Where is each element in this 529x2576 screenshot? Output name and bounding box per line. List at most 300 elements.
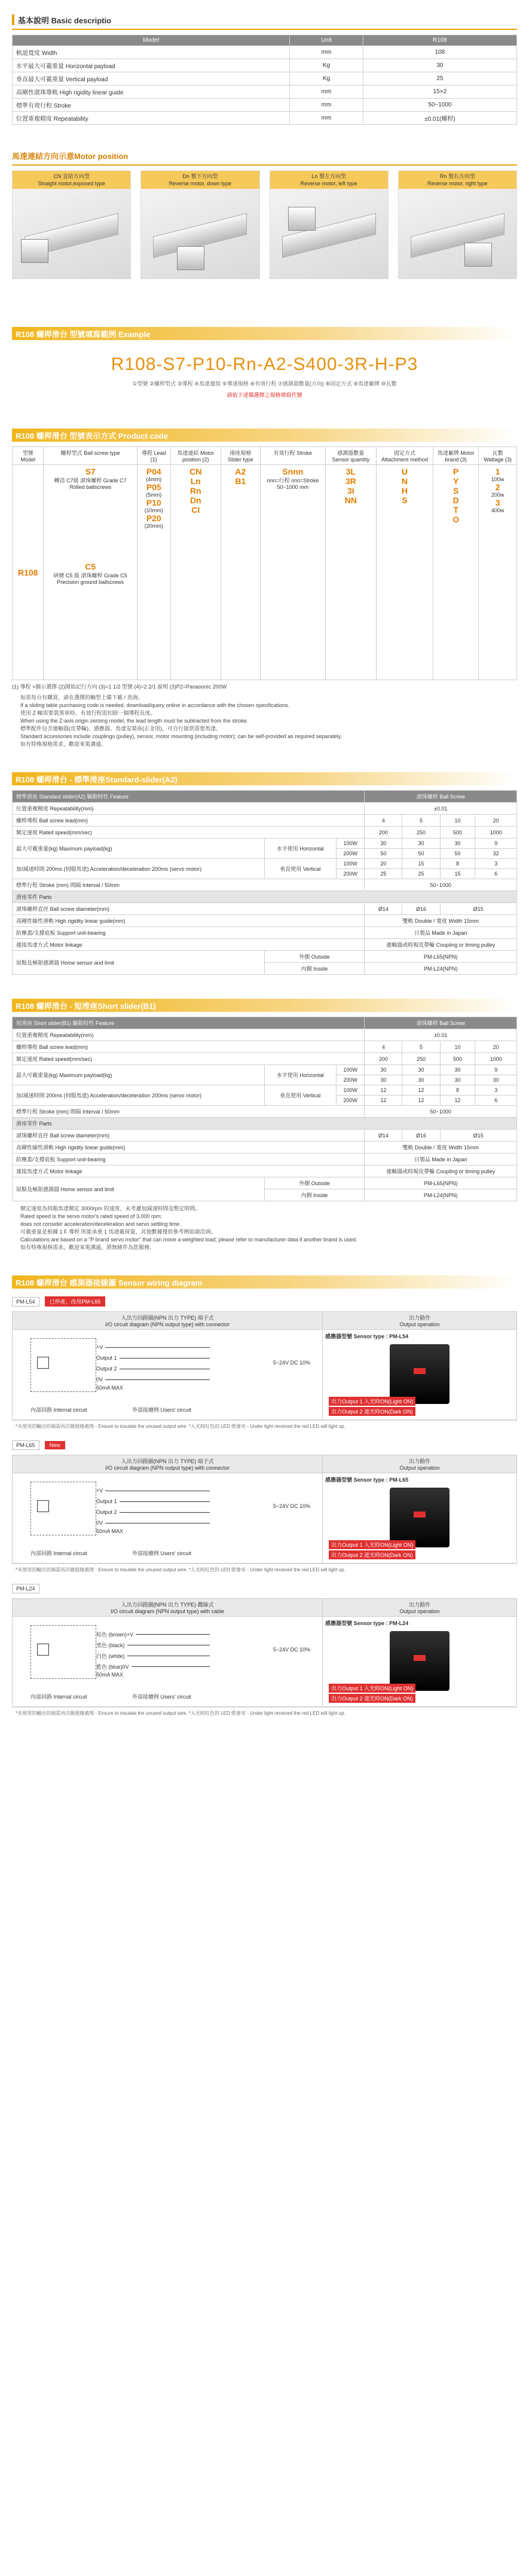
short-cell: 100W xyxy=(336,1065,365,1075)
short-cell: 額定速度 Rated speed(mm/sec) xyxy=(13,1053,365,1065)
sensor-type: 感應器型號 Sensor type : PM-L54 xyxy=(325,1333,409,1339)
short-row xyxy=(13,1130,517,1142)
wiring-right xyxy=(323,1455,516,1563)
short-cell: 500 xyxy=(440,1053,475,1065)
std-cell: 25 xyxy=(365,869,402,879)
std-title-bar xyxy=(12,772,517,785)
pc-lead-cell xyxy=(137,465,170,680)
basic-header-row xyxy=(13,35,517,46)
std-head: 滾珠螺桿 Ball Screw xyxy=(365,791,517,803)
wiring-box xyxy=(12,1598,517,1707)
wiring-left xyxy=(13,1599,323,1706)
basic-cell: mm xyxy=(290,112,363,125)
pc-stroke: Snnn xyxy=(282,467,304,476)
std-cell: 3 xyxy=(475,859,517,869)
std-title: R108 螺桿滑台 - 標準滑座Standard-slider(A2) xyxy=(16,775,178,784)
wire-internal: 內部回路 Internal circuit xyxy=(30,1694,87,1700)
wiring-note: *未使用的輸出的端需再次做絕緣處理 - Ensure to insulate the unused output wire. *入光時紅色的 LED 燈會亮 - Under light received the red LED will light up. xyxy=(12,1420,517,1432)
std-cell: 4 xyxy=(365,815,402,827)
pc-lead: P20 xyxy=(146,513,161,523)
short-cell: 雙軌 Double / 寬度 Width 15mm xyxy=(365,1142,517,1154)
wiring-head: 入出力回路圖(NPN 出力 TYPE) 纜線式 xyxy=(121,1602,214,1608)
short-cell: 12 xyxy=(365,1096,402,1106)
short-cell: 200W xyxy=(336,1075,365,1085)
basic-cell: Kg xyxy=(290,59,363,72)
basic-cell: 15×2 xyxy=(363,85,516,99)
short-head: 短滑座 Short slider(B1) 驅動特性 Feature xyxy=(13,1017,365,1029)
pc-watt: 3 xyxy=(495,498,500,507)
short-title: R108 螺桿滑台 - 短滑座Short slider(B1) xyxy=(16,1001,156,1011)
pc-header: 馬達連結 Motor position (2) xyxy=(170,447,221,465)
pc-bullets xyxy=(12,694,517,748)
motor-image xyxy=(399,189,516,279)
short-cell: PM-L65(NPN) xyxy=(365,1177,517,1189)
std-cell: 8 xyxy=(440,859,475,869)
short-cell: 8 xyxy=(440,1085,475,1096)
output-line: 出力Output 1 入光時ON(Light ON) xyxy=(329,1397,415,1406)
pc-screw-s7-desc: 轉造 C7級 滾珠螺桿 Grade C7 Rolled ballscrews xyxy=(54,478,127,490)
basic-cell: 垂直最大可載重量 Vertical payload xyxy=(13,72,290,85)
bullet: When using the Z-axis origin zeroing model, the lead length must be subtracted from the stroke. xyxy=(20,718,249,724)
std-cell: 25 xyxy=(402,869,440,879)
short-cell: 位置重複精度 Repeatability(mm) xyxy=(13,1029,365,1041)
basic-cell: mm xyxy=(290,99,363,112)
pc-sensor: 3R xyxy=(345,476,356,486)
std-cell: 500 xyxy=(440,827,475,839)
basic-cell: 50~1000 xyxy=(363,99,516,112)
short-cell: 20 xyxy=(475,1041,517,1053)
example-note: 請依下述備選擇之規格填寫代號 xyxy=(227,392,302,398)
wire-list xyxy=(96,1342,210,1391)
short-row xyxy=(13,1085,517,1096)
pc-screw-c5: C5 xyxy=(85,562,96,571)
short-row xyxy=(13,1142,517,1154)
short-cell: 30 xyxy=(440,1065,475,1075)
motor-image xyxy=(13,189,130,279)
pc-brand: Y xyxy=(452,476,459,486)
wire-label: Output 2 xyxy=(96,1509,117,1515)
motor-title-bar xyxy=(12,149,517,162)
std-cell: 最大可載重量(kg) Maximum payload(kg) xyxy=(13,839,265,859)
sensor-image xyxy=(390,1631,450,1691)
short-cell: 200W xyxy=(336,1096,365,1106)
short-row xyxy=(13,1106,517,1118)
pc-motor-pos: Rn xyxy=(189,486,201,495)
wire-label: 藍色 (blue)0V xyxy=(96,1663,129,1670)
std-cell: 水平使用 Horizontal xyxy=(264,839,336,859)
std-row xyxy=(13,903,517,915)
basic-cell: 25 xyxy=(363,72,516,85)
short-cell: PM-L24(NPN) xyxy=(365,1189,517,1201)
short-cell: 12 xyxy=(365,1085,402,1096)
pc-watt: 1 xyxy=(495,467,500,476)
short-cell: 30 xyxy=(402,1065,440,1075)
std-cell: 15 xyxy=(402,859,440,869)
example-title-bar xyxy=(12,327,517,340)
short-cell: 200 xyxy=(365,1053,402,1065)
pc-brand-cell xyxy=(433,465,479,680)
pc-attach: N xyxy=(401,476,408,486)
short-cell: 6 xyxy=(475,1096,517,1106)
short-row xyxy=(13,1029,517,1041)
wire-vdc: 5~24V DC 10% xyxy=(273,1647,311,1653)
short-cell: 12 xyxy=(402,1085,440,1096)
pc-brand: P xyxy=(452,467,459,476)
wiring-body xyxy=(323,1617,516,1706)
wire-label: 0V xyxy=(96,1376,103,1382)
pc-header: 固定方式 Attachment method xyxy=(376,447,433,465)
pc-header: 瓦數 Wattage (3) xyxy=(479,447,517,465)
wire xyxy=(96,1518,210,1528)
std-cell: 10 xyxy=(440,815,475,827)
pc-motor-cell xyxy=(170,465,221,680)
std-cell: 1000 xyxy=(475,827,517,839)
std-cell: 32 xyxy=(475,849,517,859)
std-cell: 雙軌 Double / 寬度 Width 15mm xyxy=(365,915,517,927)
sensor-image xyxy=(390,1344,450,1404)
wiring-body xyxy=(13,1617,322,1706)
short-cell: 1000 xyxy=(475,1053,517,1065)
pc-watt-desc: 100w xyxy=(491,476,504,482)
std-cell: 200W xyxy=(336,849,365,859)
motor-card-head xyxy=(141,171,259,189)
pc-sensor-cell xyxy=(325,465,376,680)
std-cell: 200 xyxy=(365,827,402,839)
output-line: 出力Output 1 入光時ON(Light ON) xyxy=(329,1540,415,1549)
wire-external: 外部接續例 Users' circuit xyxy=(132,1407,191,1413)
wire xyxy=(96,1353,210,1363)
motor-label-en: Reverse motor, down type xyxy=(169,180,232,186)
std-cell: 100W xyxy=(336,859,365,869)
std-cell: 6 xyxy=(475,869,517,879)
internal-circuit xyxy=(30,1625,96,1679)
std-row xyxy=(13,879,517,891)
wiring-head: 入出力回路圖(NPN 出力 TYPE) 端子式 xyxy=(121,1315,214,1321)
pc-motor-pos: Ln xyxy=(190,476,201,486)
short-table xyxy=(12,1017,517,1201)
motor-label-cn: CN 直結方向型 xyxy=(53,173,90,179)
std-cell: Ø15 xyxy=(440,903,516,915)
short-head-row xyxy=(13,1017,517,1029)
output-line: 出力Output 2 遮光時ON(Dark ON) xyxy=(329,1550,415,1559)
motor-shape xyxy=(464,243,492,267)
motor-card-dn xyxy=(140,170,259,279)
wire-label: +V xyxy=(96,1344,103,1350)
short-cell: 30 xyxy=(365,1075,402,1085)
std-row xyxy=(13,839,517,849)
short-cell: 原點及極限感測器 Home sensor and limit xyxy=(13,1177,265,1201)
short-cell: 10 xyxy=(440,1041,475,1053)
wiring-head2: I/O circuit diagram (NPN output type) with cable xyxy=(111,1608,225,1614)
short-cell: 100W xyxy=(336,1085,365,1096)
wiring-right-head xyxy=(323,1599,516,1617)
pc-attach: U xyxy=(401,467,408,476)
short-cell: 加/減速時間 200ms (伺服馬達) Acceleration/deceleration 200ms (servo motor) xyxy=(13,1085,265,1106)
pc-slider-cell xyxy=(221,465,260,680)
pc-screw-c5-desc: 研磨 C5 級 滾珠螺桿 Grade C5 Precision ground ballscrews xyxy=(53,573,127,585)
motor-shape xyxy=(21,239,48,263)
std-cell: 200W xyxy=(336,869,365,879)
wiring-model: PM-L54 xyxy=(12,1297,39,1307)
wiring-unit xyxy=(12,1289,517,1432)
pc-title-bar xyxy=(12,429,517,442)
std-cell: 位置重複精度 Repeatability(mm) xyxy=(13,803,365,815)
std-cell: 50 xyxy=(440,849,475,859)
short-parts-title: 滑座零件 Parts xyxy=(13,1118,517,1130)
wire-label: +V xyxy=(96,1488,103,1494)
pc-brand: T xyxy=(453,505,458,515)
wiring-box xyxy=(12,1311,517,1420)
wiring-left-head xyxy=(13,1599,322,1617)
std-cell: 內側 Inside xyxy=(264,963,365,975)
wire-label: 棕色 (brown)+V xyxy=(96,1631,134,1638)
wiring-left-head xyxy=(13,1455,322,1473)
pc-body-row xyxy=(13,465,517,680)
wire-ma: 50mA MAX xyxy=(96,1672,124,1678)
pc-header: 螺桿型式 Ball screw type xyxy=(44,447,137,465)
wire xyxy=(96,1661,210,1672)
short-cell: 標準行程 Stroke (mm) 間隔 Interval / 50mm xyxy=(13,1106,365,1118)
basic-cell: mm xyxy=(290,46,363,59)
std-row xyxy=(13,803,517,815)
std-cell: Ø14 xyxy=(365,903,402,915)
wire-label: Output 1 xyxy=(96,1498,117,1504)
wiring-left xyxy=(13,1312,323,1419)
pc-slider: B1 xyxy=(235,476,246,486)
std-cell: 日製品 Made in Japan xyxy=(365,927,517,939)
bullet: 如需每台有購買，請在選擇的軸型上備下載 / 查詢。 xyxy=(20,695,143,700)
short-cell: 12 xyxy=(402,1096,440,1106)
bullet: 額定速度為伺服馬達額定 3000rpm 的速度，未考慮加減速時間及整定時間。 xyxy=(20,1206,201,1211)
std-cell: 連接馬達方式 Motor linkage xyxy=(13,939,365,951)
motor-row xyxy=(12,170,517,279)
short-parts-row xyxy=(13,1118,517,1130)
pc-header: 感測器數量 Sensor quantity xyxy=(325,447,376,465)
short-cell: 9 xyxy=(475,1065,517,1075)
bullet: Calculations are based on a "P brand servo motor" that can move a weighted load; please refer to manufacturer data if another brand is used. xyxy=(20,1237,357,1243)
wire-ma: 50mA MAX xyxy=(96,1385,124,1391)
pc-brand: S xyxy=(452,486,459,495)
divider xyxy=(12,29,517,30)
pc-stroke-cell xyxy=(260,465,325,680)
basic-cell: 位置重複精度 Repeatability xyxy=(13,112,290,125)
motor-image xyxy=(270,189,388,279)
std-cell: 9 xyxy=(475,839,517,849)
std-row xyxy=(13,827,517,839)
std-cell: 滾珠螺桿直徑 Ball screw diameter(mm) xyxy=(13,903,365,915)
short-cell: 250 xyxy=(402,1053,440,1065)
std-cell: 15 xyxy=(440,869,475,879)
motor-image xyxy=(141,189,259,279)
motor-label-en: Reverse motor, left type xyxy=(300,180,357,186)
std-cell: 原點及極限感測器 Home sensor and limit xyxy=(13,951,265,975)
std-cell: 50 xyxy=(402,849,440,859)
short-cell: ±0.01 xyxy=(365,1029,517,1041)
pc-lead: P10 xyxy=(146,498,161,507)
short-cell: Ø14 xyxy=(365,1130,402,1142)
wire-label: 0V xyxy=(96,1520,103,1526)
basic-table xyxy=(12,35,517,125)
wiring-unit xyxy=(12,1575,517,1719)
std-cell: 高剛性線性滑軌 High rigidity linear guide(mm) xyxy=(13,915,365,927)
wiring-title: R108 螺桿滑台 感測器接線圖 Sensor wiring diagram xyxy=(16,1278,203,1287)
wire xyxy=(96,1485,210,1496)
wire-internal: 內部回路 Internal circuit xyxy=(30,1407,87,1413)
short-cell: 30 xyxy=(365,1065,402,1075)
wire-vdc: 5~24V DC 10% xyxy=(273,1503,311,1509)
wiring-note: *未使用的輸出的端需再次做絕緣處理 - Ensure to insulate the unused output wire. *入光時紅色的 LED 燈會亮 - Under light received the red LED will light up. xyxy=(12,1707,517,1719)
pc-watt-cell xyxy=(479,465,517,680)
basic-row xyxy=(13,72,517,85)
wiring-head2: Output operation xyxy=(399,1321,440,1327)
bullet: does not consider acceleration/deceleration and servo settling time. xyxy=(20,1221,181,1227)
pc-lead-mm: (10mm) xyxy=(144,507,163,513)
std-cell: 50~1000 xyxy=(365,879,517,891)
motor-label-en: Straight motor,exposed type xyxy=(38,180,105,186)
bullet: 如有特殊規格需求，歡迎來電溝通，將無條件為您服務。 xyxy=(20,1244,155,1250)
pc-sensor: 3L xyxy=(345,467,356,476)
std-cell: 30 xyxy=(440,839,475,849)
wiring-right-head xyxy=(323,1312,516,1330)
wire xyxy=(96,1639,210,1650)
short-cell: Ø15 xyxy=(440,1130,516,1142)
motor-card-cn xyxy=(12,170,131,279)
std-cell: 額定速度 Rated speed(mm/sec) xyxy=(13,827,365,839)
std-cell: ±0.01 xyxy=(365,803,517,815)
wire xyxy=(96,1507,210,1518)
short-bullets xyxy=(12,1205,517,1252)
basic-header: R108 xyxy=(363,35,516,46)
pc-watt: 2 xyxy=(495,482,500,492)
basic-cell: 30 xyxy=(363,59,516,72)
motor-label-cn: Dn 製下方向型 xyxy=(182,173,218,179)
wire-external: 外部接續例 Users' circuit xyxy=(132,1694,191,1700)
wiring-body xyxy=(323,1330,516,1419)
std-cell: 30 xyxy=(402,839,440,849)
short-cell: 防塵蓋/支撐底板 Support unit-bearing xyxy=(13,1154,365,1165)
short-cell: 日製品 Made in Japan xyxy=(365,1154,517,1165)
pc-attach: H xyxy=(401,486,408,495)
std-cell: 100W xyxy=(336,839,365,849)
pc-lead: P04 xyxy=(146,467,161,476)
led-symbol xyxy=(37,1500,49,1512)
short-row xyxy=(13,1154,517,1165)
std-row xyxy=(13,951,517,963)
short-cell: 內側 Inside xyxy=(264,1189,365,1201)
std-head: 標準滑座 Standard slider(A2) 驅動特性 Feature xyxy=(13,791,365,803)
bullet: Standard accessories include couplings (pulley), sensor, motor mounting (including motor); can be self-provided as required separately. xyxy=(20,733,343,739)
std-row xyxy=(13,939,517,951)
wiring-left xyxy=(13,1455,323,1563)
wire-vdc: 5~24V DC 10% xyxy=(273,1360,311,1366)
wiring-right xyxy=(323,1312,516,1419)
motor-card-head xyxy=(270,171,388,189)
short-cell: 外側 Outside xyxy=(264,1177,365,1189)
std-row xyxy=(13,915,517,927)
output-line: 出力Output 2 遮光時ON(Dark ON) xyxy=(329,1407,415,1416)
motor-shape xyxy=(177,246,204,270)
pc-header: 導程 Lead (1) xyxy=(137,447,170,465)
motor-card-ln xyxy=(270,170,389,279)
pc-motor-pos: CN xyxy=(189,467,202,476)
wiring-right xyxy=(323,1599,516,1706)
std-table xyxy=(12,790,517,975)
pc-lead-mm: (5mm) xyxy=(146,492,162,498)
pc-brand: O xyxy=(452,515,460,524)
std-parts-row xyxy=(13,891,517,903)
short-cell: 30 xyxy=(402,1075,440,1085)
basic-row xyxy=(13,85,517,99)
pc-sensor: NN xyxy=(344,495,357,505)
basic-cell: Kg xyxy=(290,72,363,85)
wire-ma: 50mA MAX xyxy=(96,1528,124,1534)
wiring-head2: I/O circuit diagram (NPN output type) with connector xyxy=(105,1465,230,1471)
basic-row xyxy=(13,46,517,59)
wiring-head2: I/O circuit diagram (NPN output type) with connector xyxy=(105,1321,230,1327)
pc-screw-cell xyxy=(44,465,137,680)
basic-cell: 高剛性滾珠導軌 High rigidity linear guide xyxy=(13,85,290,99)
pc-attach: S xyxy=(402,495,408,505)
pc-watt-desc: 200w xyxy=(491,492,504,498)
example-title: R108 螺桿滑台 型號填寫範例 Example xyxy=(16,329,151,339)
sensor-type: 感應器型號 Sensor type : PM-L24 xyxy=(325,1620,409,1626)
short-head: 滾珠螺桿 Ball Screw xyxy=(365,1017,517,1029)
wiring-body xyxy=(323,1473,516,1563)
short-cell: 連軸器或時規皮帶輪 Coupling or timing pulley xyxy=(365,1165,517,1177)
std-head-row xyxy=(13,791,517,803)
short-row xyxy=(13,1053,517,1065)
short-cell: Ø16 xyxy=(402,1130,440,1142)
pc-model-cell xyxy=(13,465,44,680)
pc-lead: P05 xyxy=(146,482,161,492)
wiring-box xyxy=(12,1455,517,1564)
std-cell: 標準行程 Stroke (mm) 間隔 Interval / 50mm xyxy=(13,879,365,891)
pc-lead-mm: (20mm) xyxy=(144,523,163,529)
basic-title-bar xyxy=(12,13,517,26)
pc-slider: A2 xyxy=(235,467,246,476)
sensor-image xyxy=(390,1488,450,1547)
bullet: 標準配件包含連軸器(皮帶輪)、感應器、馬達安裝座(正金用)，可自行提供需要馬達。 xyxy=(20,726,221,732)
std-row xyxy=(13,927,517,939)
basic-cell: 108 xyxy=(363,46,516,59)
std-cell: PM-L24(NPN) xyxy=(365,963,517,975)
wire xyxy=(96,1650,210,1661)
short-cell: 5 xyxy=(402,1041,440,1053)
basic-cell: ±0.01(螺桿) xyxy=(363,112,516,125)
motor-card-head xyxy=(399,171,516,189)
wiring-head: 出力動作 xyxy=(409,1602,431,1608)
example-code: R108-S7-P10-Rn-A2-S400-3R-H-P3 xyxy=(111,354,418,374)
pc-stroke-desc: nnn=行程 nnn=Stroke 50~1000 mm xyxy=(267,478,319,490)
std-cell: PM-L65(NPN) xyxy=(365,951,517,963)
wire-list xyxy=(96,1629,210,1678)
product-code-table xyxy=(12,446,517,680)
motor-title: 馬達連結方向示意Motor position xyxy=(12,151,129,161)
pc-watt-desc: 400w xyxy=(491,507,504,513)
wiring-head2: Output operation xyxy=(399,1465,440,1471)
pc-header: 滑座規格 Slider type xyxy=(221,447,260,465)
pc-motor-pos: CI xyxy=(191,505,200,515)
short-cell: 30 xyxy=(440,1075,475,1085)
wiring-tag: 已停產，改用PM-L65 xyxy=(45,1296,106,1307)
pc-header: 有效行程 Stroke xyxy=(260,447,325,465)
pc-attach-cell xyxy=(376,465,433,680)
output-lines xyxy=(329,1539,415,1559)
std-cell: 50 xyxy=(365,849,402,859)
short-row xyxy=(13,1065,517,1075)
motor-label-en: Reverse motor, right type xyxy=(427,180,488,186)
std-row xyxy=(13,859,517,869)
